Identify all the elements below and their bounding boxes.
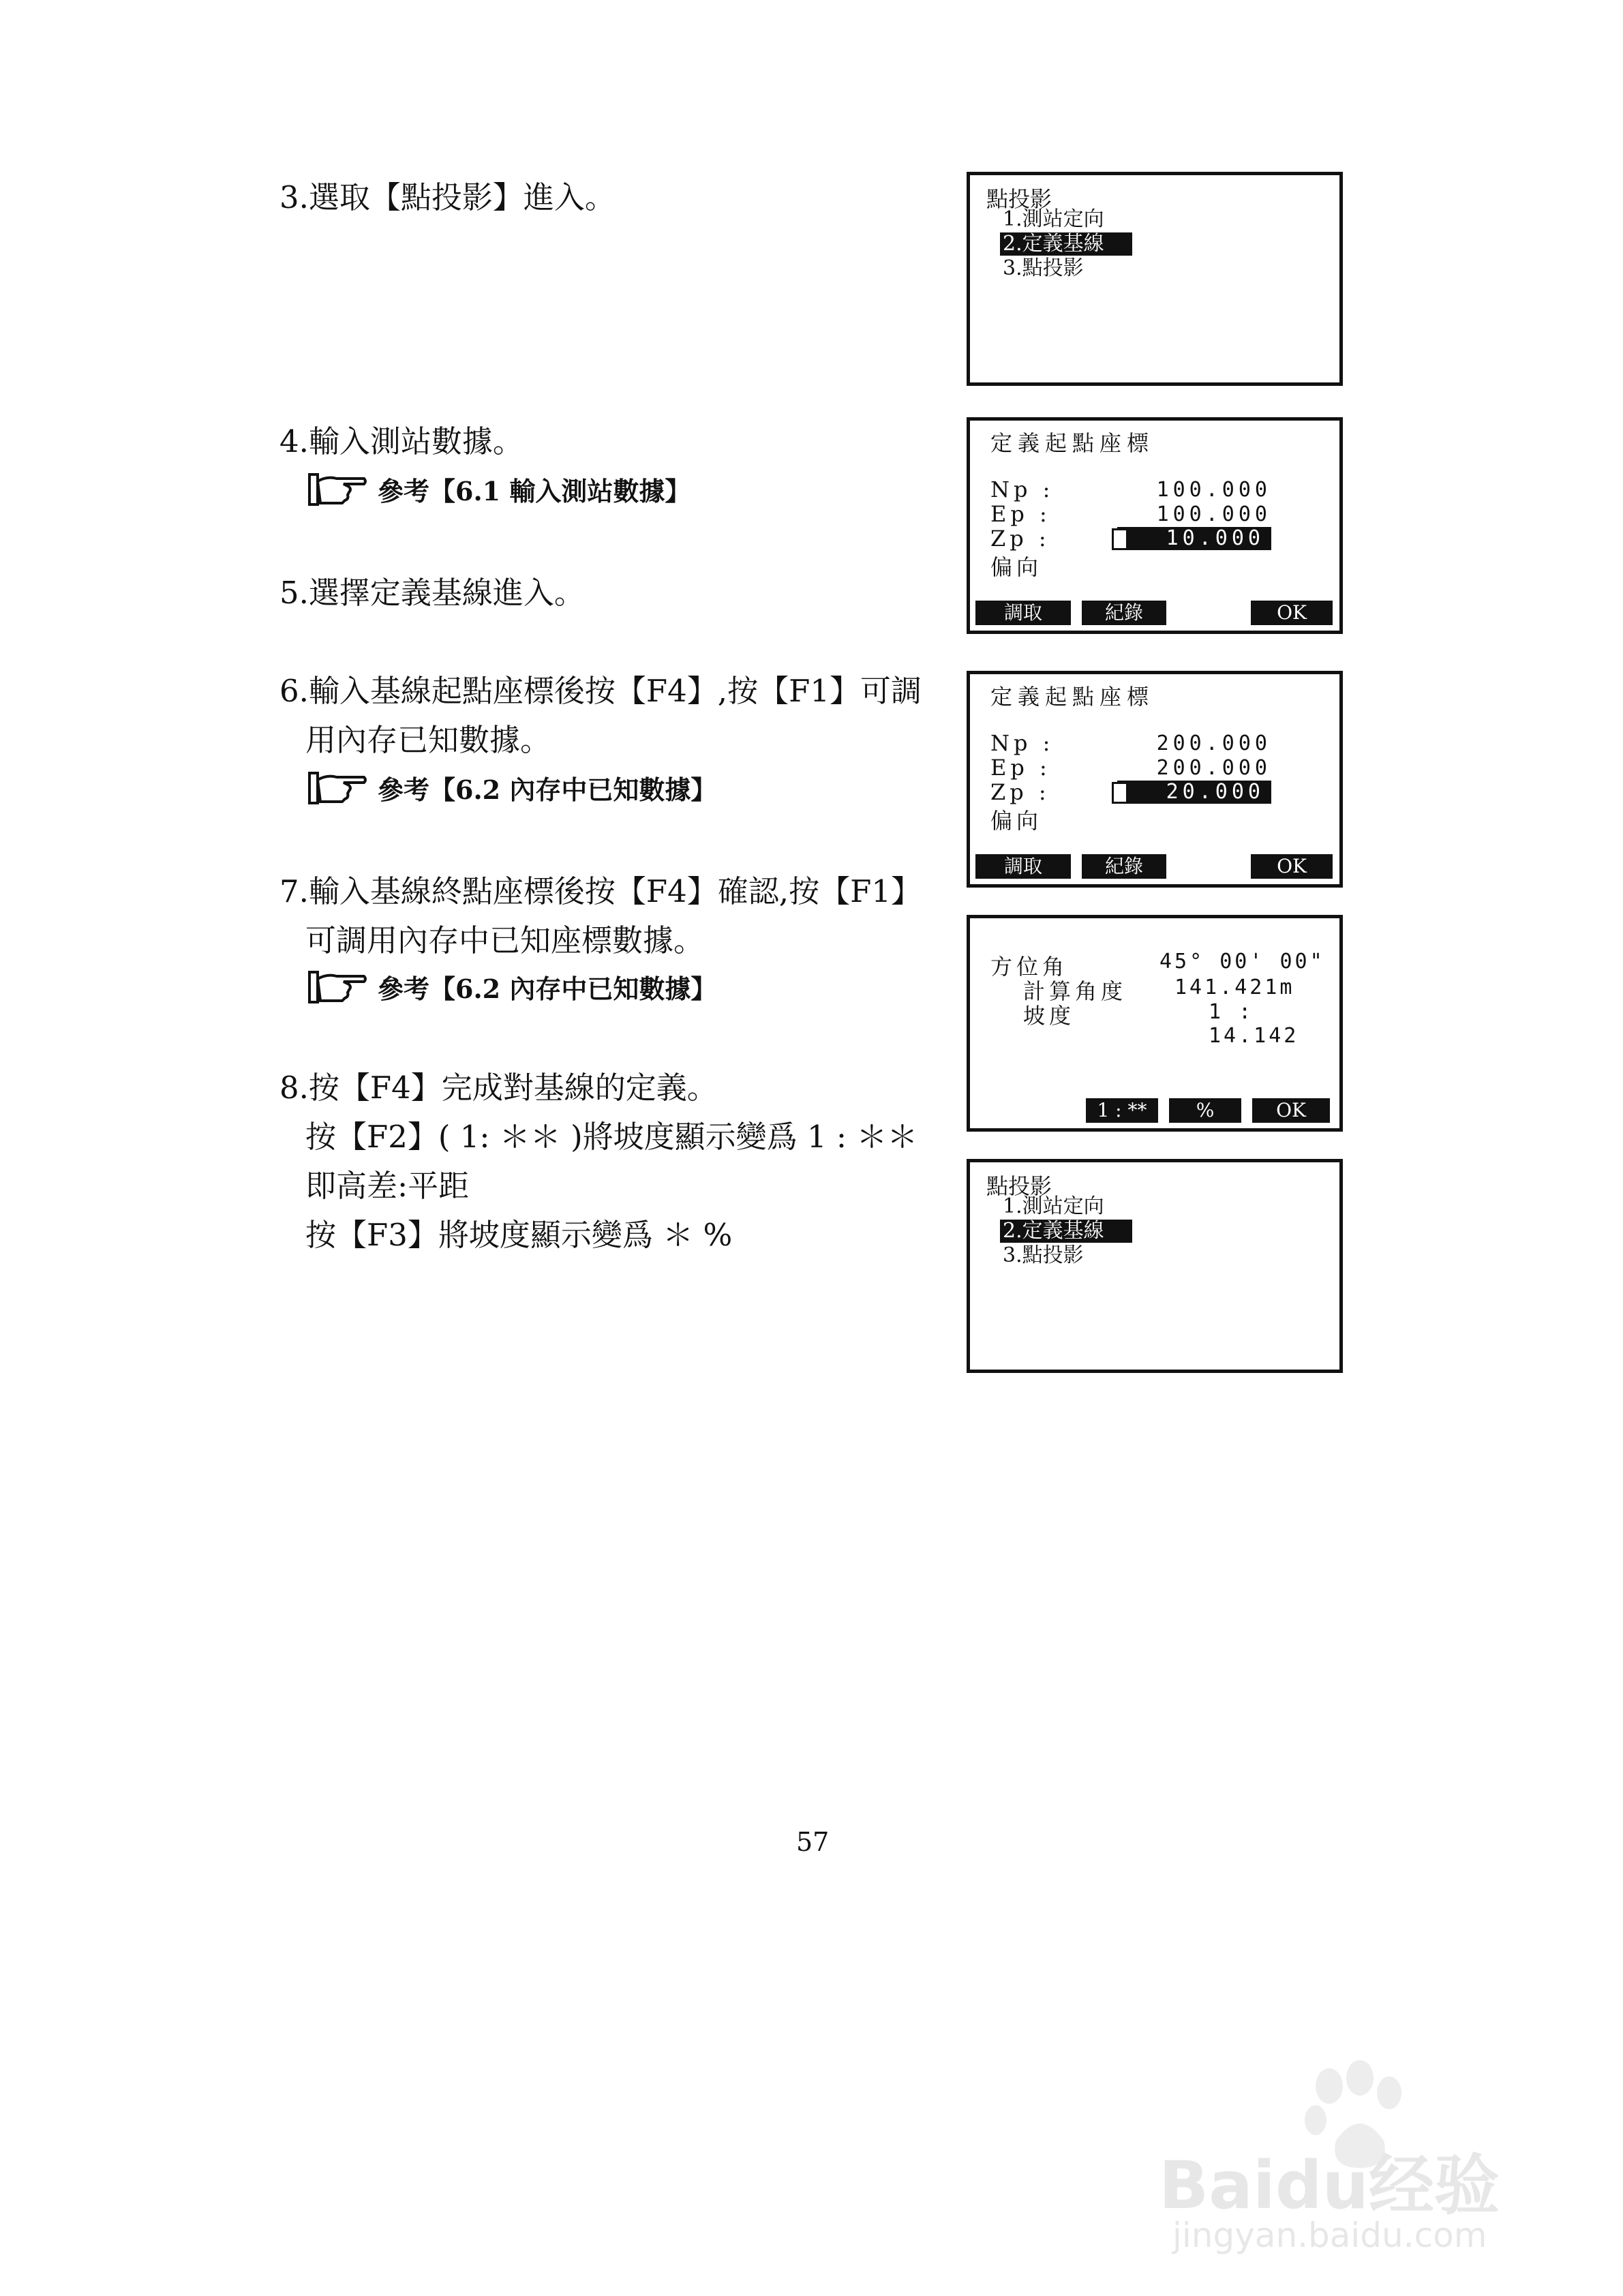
zp-value[interactable]: 20.000: [1117, 781, 1271, 804]
screen-end-point: [967, 671, 1343, 888]
step-6-reference-text: 參考【6.2 內存中已知數據】: [378, 774, 717, 805]
slope-label: 坡度: [1023, 1003, 1076, 1029]
screen-menu-1: [967, 172, 1343, 386]
distance-value: 141.421m: [1174, 976, 1295, 999]
softkey-f4-ok[interactable]: OK: [1251, 854, 1333, 879]
step-6-line-1: 6.輸入基線起點座標後按【F4】,按【F1】可調: [279, 673, 922, 709]
step-3: [279, 173, 616, 222]
softkey-f4-ok[interactable]: OK: [1251, 601, 1333, 625]
screen-title: 定義起點座標: [990, 430, 1155, 456]
step-4: [279, 417, 524, 466]
np-value[interactable]: 100.000: [1156, 478, 1271, 502]
softkey-f2-record[interactable]: 紀錄: [1082, 601, 1166, 625]
watermark-url: jingyan.baidu.com: [1172, 2216, 1487, 2255]
menu-item-point-projection[interactable]: 3.點投影: [1003, 256, 1084, 280]
step-8: [279, 1063, 917, 1260]
watermark-brand: Baidu经验: [1159, 2147, 1500, 2224]
np-value[interactable]: 200.000: [1156, 731, 1271, 755]
text-cursor: [1112, 782, 1128, 804]
softkey-f2-ratio[interactable]: 1 : **: [1086, 1098, 1158, 1123]
ep-value[interactable]: 200.000: [1156, 756, 1271, 780]
step-8-line-4: 按【F3】將坡度顯示變爲 ＊ %: [305, 1217, 733, 1253]
softkey-f3-percent[interactable]: %: [1169, 1098, 1241, 1123]
step-8-line-2: 按【F2】( 1: ＊＊ )將坡度顯示變爲 1 : ＊＊: [305, 1119, 918, 1155]
step-4-reference-text: 參考【6.1 輸入測站數據】: [378, 476, 691, 507]
ep-label: Ep :: [990, 501, 1051, 527]
screen-azimuth: [967, 915, 1343, 1132]
softkey-f4-ok[interactable]: OK: [1252, 1098, 1330, 1123]
step-5-line: 5.選擇定義基線進入。: [279, 575, 585, 611]
pointing-hand-icon: [307, 969, 368, 1005]
step-3-line: 3.選取【點投影】進入。: [279, 179, 616, 215]
azimuth-label: 方位角: [990, 954, 1069, 980]
baidu-watermark: [1159, 2059, 1541, 2263]
zp-label: Zp :: [990, 526, 1050, 552]
menu-item-define-baseline[interactable]: 2.定義基線: [1000, 1220, 1132, 1243]
step-6: [279, 667, 922, 765]
offset-label: 偏向: [990, 808, 1043, 834]
menu-item-station-orientation[interactable]: 1.測站定向: [1003, 1194, 1104, 1218]
slope-value: 1 : 14.142: [1209, 1000, 1299, 1048]
step-8-line-3: 即高差:平距: [305, 1168, 470, 1204]
step-7-reference-text: 參考【6.2 內存中已知數據】: [378, 973, 717, 1004]
step-7: [279, 867, 922, 965]
zp-label: Zp :: [990, 779, 1050, 805]
ep-value[interactable]: 100.000: [1156, 502, 1271, 526]
menu-item-define-baseline[interactable]: 2.定義基線: [1000, 232, 1132, 256]
menu-title: 點投影: [986, 1173, 1052, 1199]
step-6-line-2: 用內存已知數據。: [305, 722, 551, 758]
azimuth-value: 45° 00' 00": [1159, 950, 1325, 973]
np-label: Np :: [990, 730, 1055, 756]
screen-start-point: [967, 417, 1343, 634]
step-6-reference: [307, 769, 716, 806]
menu-item-point-projection[interactable]: 3.點投影: [1003, 1243, 1084, 1267]
offset-label: 偏向: [990, 554, 1043, 580]
menu-title: 點投影: [986, 186, 1052, 212]
pointing-hand-icon: [307, 472, 368, 507]
step-4-reference: [307, 470, 691, 508]
softkey-f2-record[interactable]: 紀錄: [1082, 854, 1166, 879]
pointing-hand-icon: [307, 770, 368, 806]
menu-item-station-orientation[interactable]: 1.測站定向: [1003, 207, 1104, 231]
text-cursor: [1112, 528, 1128, 550]
step-7-reference: [307, 968, 716, 1006]
step-8-line-1: 8.按【F4】完成對基線的定義。: [279, 1070, 718, 1106]
step-5: [279, 569, 585, 618]
softkey-f1-recall[interactable]: 調取: [975, 854, 1071, 879]
screen-menu-2: [967, 1159, 1343, 1373]
softkey-f1-recall[interactable]: 調取: [975, 601, 1071, 625]
step-4-line: 4.輸入測站數據。: [279, 423, 524, 459]
np-label: Np :: [990, 477, 1055, 502]
ep-label: Ep :: [990, 755, 1051, 781]
screen-title: 定義起點座標: [990, 684, 1155, 710]
zp-value[interactable]: 10.000: [1117, 527, 1271, 550]
page-number: 57: [796, 1827, 830, 1857]
step-7-line-2: 可調用內存中已知座標數據。: [305, 922, 705, 958]
step-7-line-1: 7.輸入基線終點座標後按【F4】確認,按【F1】: [279, 873, 922, 909]
distance-label: 計算角度: [1023, 978, 1127, 1004]
